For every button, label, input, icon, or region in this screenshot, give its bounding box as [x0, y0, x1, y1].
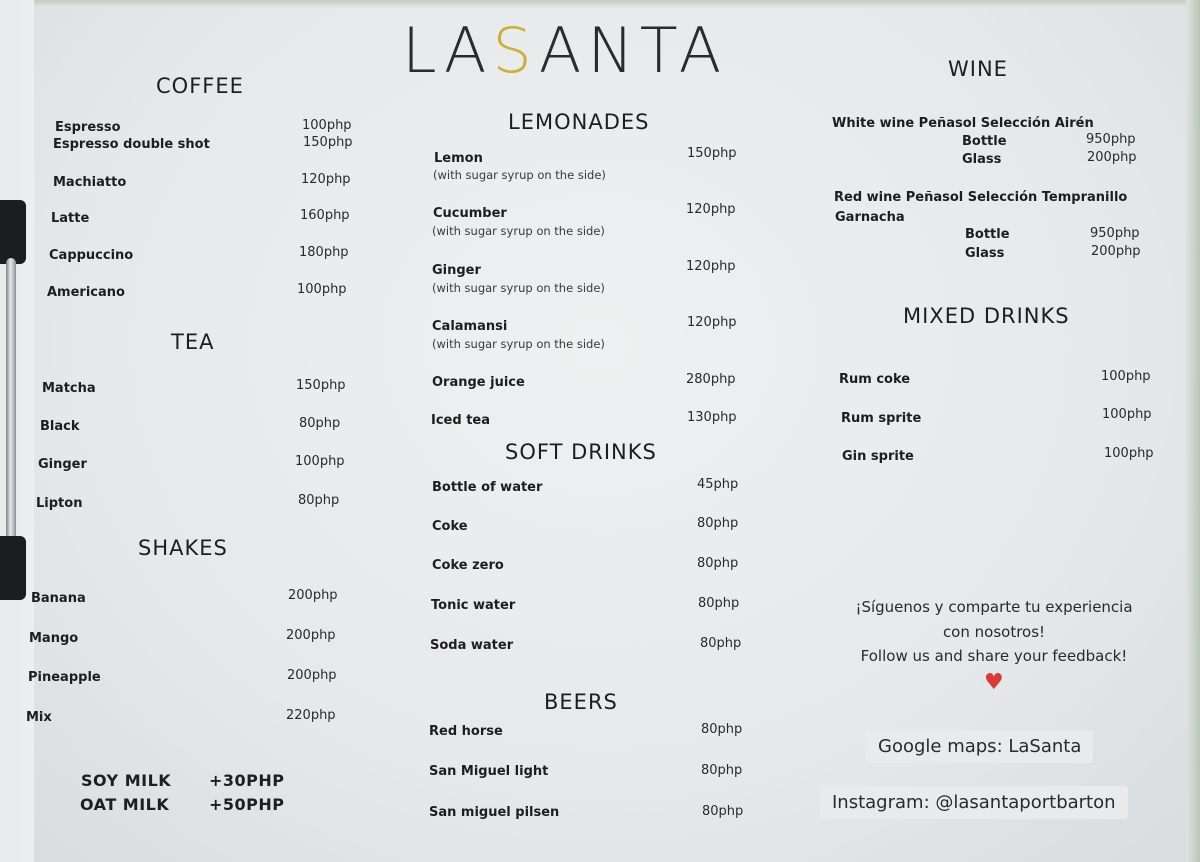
menu-item-price: 120php — [686, 259, 736, 274]
menu-item-price: 80php — [299, 416, 341, 431]
menu-item-price: 120php — [686, 202, 736, 217]
menu-item-name: Soda water — [430, 638, 514, 653]
binder-clip-bottom — [0, 536, 26, 600]
menu-item-name: Espresso — [55, 120, 121, 135]
menu-item-name: Lemon — [434, 151, 483, 166]
menu-item-name: Coke zero — [432, 558, 504, 573]
menu-item-name: Ginger — [38, 457, 87, 472]
menu-item-name: Latte — [51, 211, 90, 226]
menu-item-name: Ginger — [432, 263, 481, 278]
menu-item-price: 280php — [686, 372, 736, 387]
menu-item-price: 180php — [299, 245, 349, 260]
lemonades-heading: LEMONADES — [508, 110, 650, 134]
menu-item-price: 130php — [687, 410, 737, 425]
menu-item-price: 200php — [286, 628, 336, 643]
menu-item-name: Mango — [29, 631, 79, 646]
menu-item-price: 100php — [1101, 369, 1151, 384]
menu-item-name: Calamansi — [432, 319, 508, 334]
menu-item-name: Espresso double shot — [53, 137, 210, 152]
menu-item-name: Orange juice — [432, 375, 525, 390]
menu-item-name: Lipton — [36, 496, 83, 511]
brand-logo-text: LASANTA — [402, 14, 728, 87]
tea-heading: TEA — [171, 330, 215, 354]
menu-item-note: (with sugar syrup on the side) — [433, 168, 606, 182]
beers-heading: BEERS — [544, 690, 618, 714]
menu-item-price: 80php — [701, 763, 743, 778]
menu-item-price: 100php — [295, 454, 345, 469]
menu-item-name: Black — [40, 419, 80, 434]
wine-size-label: Bottle — [962, 134, 1007, 149]
binder-clip — [0, 200, 26, 600]
menu-item-name: Rum sprite — [841, 411, 922, 426]
wine-size-price: 950php — [1090, 226, 1140, 241]
menu-item-price: 100php — [302, 118, 352, 133]
menu-item-name: Iced tea — [431, 413, 490, 428]
instagram-handle: Instagram: @lasantaportbarton — [820, 786, 1128, 819]
menu-item-name: Machiatto — [53, 175, 127, 190]
menu-item-name: Coke — [432, 519, 468, 534]
paper-edge-right — [1186, 0, 1200, 862]
wine-size-label: Bottle — [965, 227, 1010, 242]
menu-item-note: (with sugar syrup on the side) — [432, 281, 605, 295]
menu-item-name: Banana — [31, 591, 86, 606]
menu-item-price: 80php — [702, 804, 744, 819]
menu-item-price: 45php — [697, 477, 739, 492]
menu-item-price: 80php — [697, 516, 739, 531]
menu-item-name: Cappuccino — [49, 248, 134, 263]
menu-item-note: (with sugar syrup on the side) — [432, 224, 605, 238]
milk-addon-price: +30PHP — [209, 771, 285, 790]
menu-item-name: Pineapple — [28, 670, 101, 685]
wine-name: White wine Peñasol Selección Airén — [832, 116, 1094, 131]
social-en-line: Follow us and share your feedback! — [860, 647, 1128, 665]
menu-item-name: Americano — [47, 285, 125, 300]
menu-item-price: 80php — [700, 636, 742, 651]
binder-clip-top — [0, 200, 26, 264]
wine-size-label: Glass — [965, 246, 1005, 261]
menu-item-price: 150php — [296, 378, 346, 393]
menu-item-name: San Miguel light — [429, 764, 549, 779]
mixed-drinks-heading: MIXED DRINKS — [903, 304, 1070, 328]
milk-addon-name: SOY MILK — [81, 771, 172, 790]
milk-addon-name: OAT MILK — [80, 795, 170, 814]
wine-heading: WINE — [948, 57, 1008, 81]
menu-item-name: Bottle of water — [432, 480, 543, 495]
wine-size-price: 950php — [1086, 132, 1136, 147]
menu-item-name: Cucumber — [433, 206, 507, 221]
wine-size-price: 200php — [1091, 244, 1141, 259]
menu-item-name: Mix — [26, 710, 52, 725]
milk-addon-price: +50PHP — [209, 795, 285, 814]
menu-item-price: 150php — [687, 146, 737, 161]
menu-item-price: 100php — [1104, 446, 1154, 461]
binder-clip-bar — [6, 258, 16, 542]
wine-name: Red wine Peñasol Selección Tempranillo — [834, 190, 1128, 205]
soft-drinks-heading: SOFT DRINKS — [505, 440, 657, 464]
menu-item-price: 150php — [303, 135, 353, 150]
menu-item-name: Rum coke — [839, 372, 911, 387]
brand-logo — [402, 14, 727, 87]
wine-size-price: 200php — [1087, 150, 1137, 165]
menu-item-name: Matcha — [42, 381, 96, 396]
menu-item-price: 100php — [297, 282, 347, 297]
heart-icon: ♥ — [984, 670, 1004, 695]
menu-item-price: 120php — [301, 172, 351, 187]
menu-item-price: 80php — [298, 493, 340, 508]
menu-item-price: 80php — [701, 722, 743, 737]
paper-edge-top — [0, 0, 1200, 8]
wine-size-label: Glass — [962, 152, 1002, 167]
menu-item-price: 200php — [288, 588, 338, 603]
wine-name-cont: Garnacha — [835, 210, 905, 225]
menu-item-price: 80php — [697, 556, 739, 571]
coffee-heading: COFFEE — [156, 74, 244, 98]
menu-item-name: San miguel pilsen — [429, 805, 560, 820]
menu-item-price: 100php — [1102, 407, 1152, 422]
menu-item-name: Red horse — [429, 724, 503, 739]
menu-item-price: 120php — [687, 315, 737, 330]
logo-accent-letter: S — [492, 14, 539, 87]
menu-item-price: 220php — [286, 708, 336, 723]
menu-item-name: Tonic water — [431, 598, 516, 613]
menu-item-price: 200php — [287, 668, 337, 683]
google-maps-label: Google maps: LaSanta — [866, 730, 1093, 763]
social-es-line1: ¡Síguenos y comparte tu experiencia — [855, 598, 1133, 616]
menu-item-note: (with sugar syrup on the side) — [432, 337, 605, 351]
menu-item-price: 160php — [300, 208, 350, 223]
menu-item-price: 80php — [698, 596, 740, 611]
social-es-line2: con nosotros! — [942, 623, 1046, 641]
menu-item-name: Gin sprite — [842, 449, 914, 464]
shakes-heading: SHAKES — [138, 536, 228, 560]
